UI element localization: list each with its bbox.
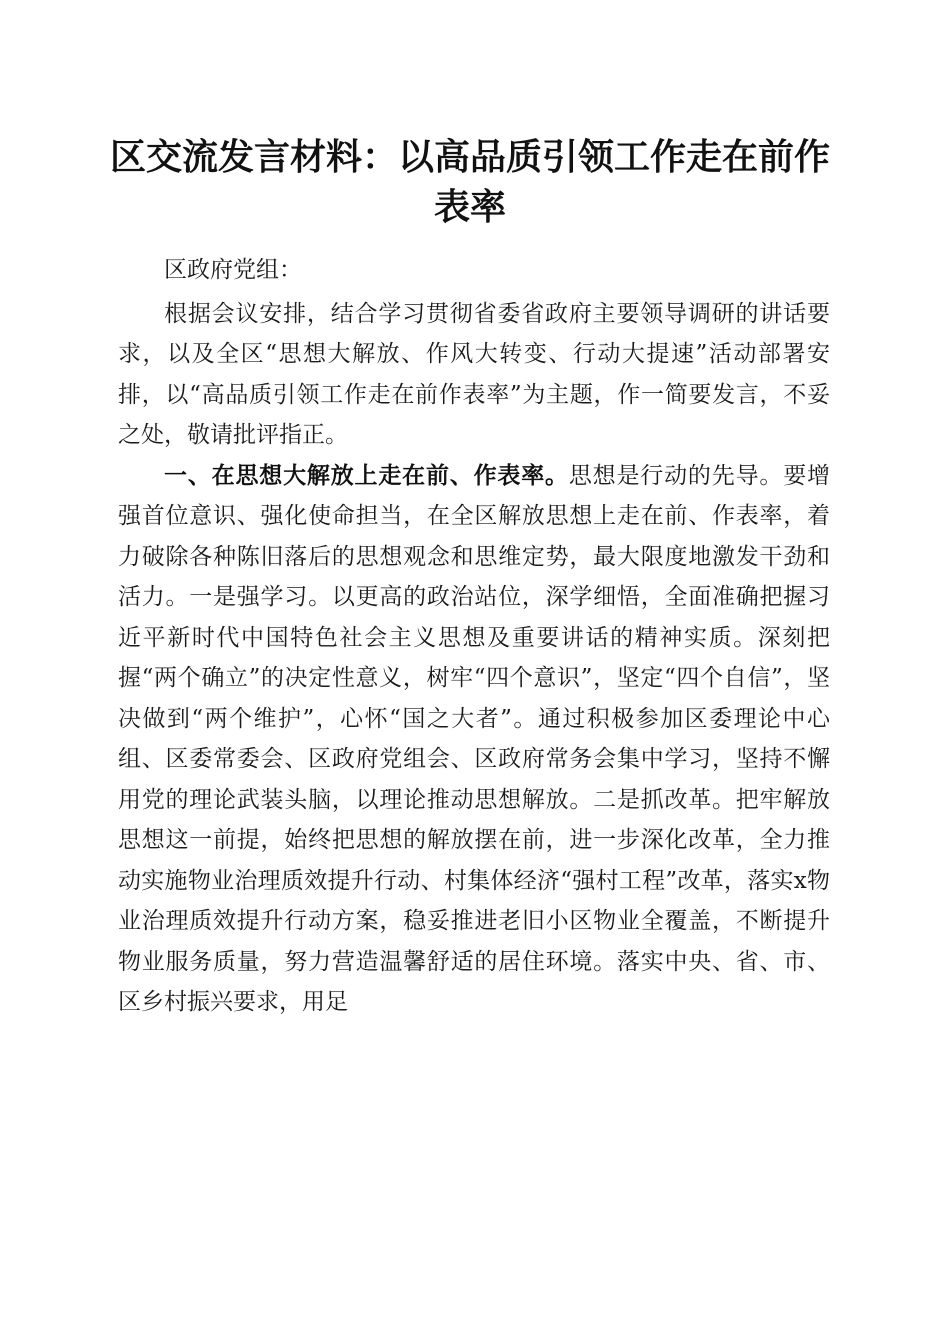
section-1-body: 思想是行动的先导。要增强首位意识、强化使命担当，在全区解放思想上走在前、作表率，着力破除各种陈旧落后的思想观念和思维定势，最大限度地激发干劲和活力。一是强学习。以更高的政治站位，深学细悟，全面准确把握习近平新时代中国特色社会主义思想及重要讲话的精神实质。深刻把握“两个确立”的决定性意义，树牢“四个意识”，坚定“四个自信”，坚决做到“两个维护”，心怀“国之大者”。通过积极参加区委理论中心组、区委常委会、区政府党组会、区政府常务会集中学习，坚持不懈用党的理论武装头脑，以理论推动思想解放。二是抓改革。把牢解放思想这一前提，始终把思想的解放摆在前，进一步深化改革，全力推动实施物业治理质效提升行动、村集体经济“强村工程”改革，落实x物业治理质效提升行动方案，稳妥推进老旧小区物业全覆盖，不断提升物业服务质量，努力营造温馨舒适的居住环境。落实中央、省、市、区乡村振兴要求，用足 [118,462,831,1015]
section-1-heading: 一、在思想大解放上走在前、作表率。 [164,462,569,489]
document-title: 区交流发言材料：以高品质引领工作走在前作表率 [110,136,831,228]
document-body [118,250,830,1023]
intro-paragraph: 根据会议安排，结合学习贯彻省委省政府主要领导调研的讲话要求，以及全区“思想大解放、作风大转变、行动大提速”活动部署安排，以“高品质引领工作走在前作表率”为主题，作一简要发言，不妥之处，敬请批评指正。 [118,300,830,448]
salutation: 区政府党组： [164,257,302,283]
section-1-paragraph [118,456,830,1023]
